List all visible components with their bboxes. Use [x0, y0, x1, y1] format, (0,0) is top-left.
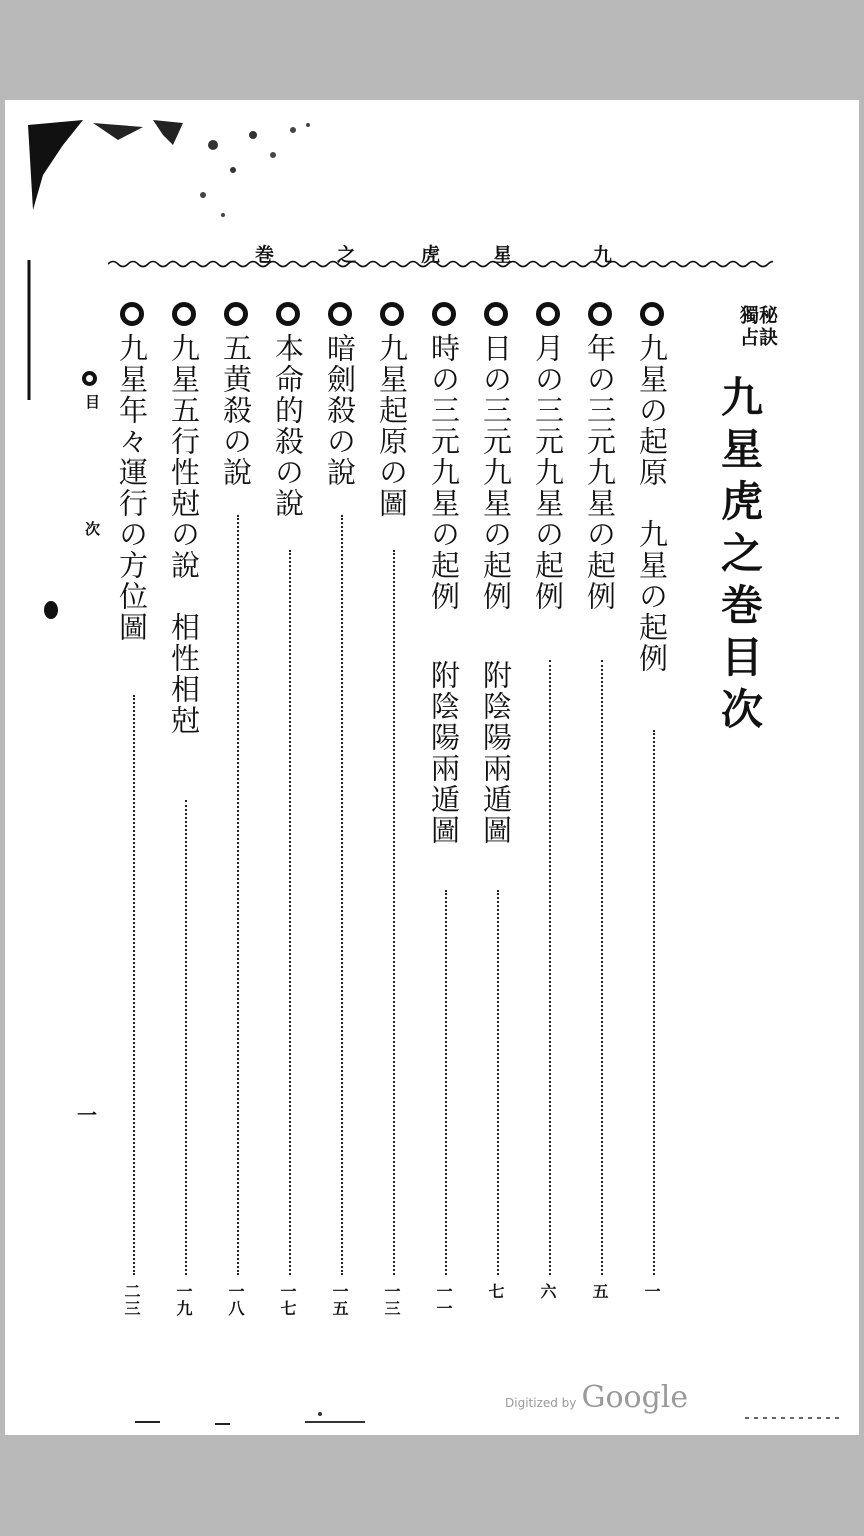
toc-entry-11-text: 九星年々運行の方位圖 — [115, 333, 149, 643]
header-wavy-rule — [108, 258, 773, 270]
running-head-char-3: 虎 — [421, 244, 441, 266]
leader-dots — [497, 890, 499, 1275]
entry-bullet-circle — [536, 302, 560, 326]
google-logo-text: Google — [581, 1380, 689, 1415]
running-head-char-4: 之 — [337, 244, 357, 266]
toc-entry-6-text: 九星起原の圖 — [375, 333, 409, 519]
toc-entry-5-text: 時の三元九星の起例 — [427, 333, 461, 612]
toc-entry-7-text: 暗劍殺の說 — [323, 333, 357, 488]
entry-bullet-circle — [328, 302, 352, 326]
watermark-prefix: Digitized by — [505, 1396, 577, 1410]
leader-dots — [237, 515, 239, 1275]
toc-entry-9-text: 五黄殺の說 — [219, 333, 253, 488]
entry-bullet-circle — [276, 302, 300, 326]
entry-bullet-circle — [484, 302, 508, 326]
entry-bullet-circle — [588, 302, 612, 326]
toc-entry-4-page: 七 — [486, 1283, 505, 1300]
toc-entry-3-page: 六 — [538, 1283, 557, 1300]
ink-stain-decoration — [23, 115, 323, 230]
header-label: 秘訣 獨占 — [737, 305, 778, 349]
running-head-char-2: 星 — [493, 244, 513, 266]
toc-entry-2-page: 五 — [590, 1283, 609, 1300]
entry-bullet-circle — [640, 302, 664, 326]
entry-bullet-circle — [380, 302, 404, 326]
toc-main-title: 九星虎之巻目次 — [715, 375, 764, 739]
entry-bullet-circle — [172, 302, 196, 326]
entry-bullet-circle — [432, 302, 456, 326]
toc-entry-7-page: 一五 — [330, 1283, 349, 1317]
toc-entry-10-page: 一九 — [174, 1283, 193, 1317]
leader-dots — [445, 890, 447, 1275]
toc-entry-6-page: 一三 — [382, 1283, 401, 1317]
bottom-edge-smudges — [105, 1410, 845, 1430]
leader-dots — [133, 695, 135, 1275]
binding-edge-marks — [23, 260, 63, 1435]
leader-dots — [289, 550, 291, 1275]
toc-entry-8-text: 本命的殺の說 — [271, 333, 305, 519]
leader-dots — [393, 550, 395, 1275]
margin-sub-label: 次 — [85, 520, 101, 538]
margin-bullet-circle — [82, 371, 97, 386]
toc-entry-1-text: 九星の起原 九星の起例 — [635, 333, 669, 674]
toc-entry-1-page: 一 — [642, 1283, 661, 1300]
toc-entry-9-page: 一八 — [226, 1283, 245, 1317]
toc-entry-2-text: 年の三元九星の起例 — [583, 333, 617, 612]
toc-entry-5-page: 一一 — [434, 1283, 453, 1317]
leader-dots — [185, 800, 187, 1275]
running-head-char-5: 巻 — [255, 244, 275, 266]
toc-entry-5-annex: 附陰陽兩遁圖 — [427, 660, 461, 846]
scanned-page — [5, 100, 859, 1435]
leader-dots — [653, 730, 655, 1275]
leader-dots — [341, 515, 343, 1275]
entry-bullet-circle — [120, 302, 144, 326]
toc-entry-3-text: 月の三元九星の起例 — [531, 333, 565, 612]
page-folio: 一 — [77, 1103, 97, 1127]
toc-entry-4-annex: 附陰陽兩遁圖 — [479, 660, 513, 846]
toc-entry-11-page: 二三 — [122, 1283, 141, 1317]
margin-label: 目 — [85, 393, 101, 411]
toc-entry-8-page: 一七 — [278, 1283, 297, 1317]
leader-dots — [549, 660, 551, 1275]
toc-entry-10-text: 九星五行性尅の說 相性相尅 — [167, 333, 201, 736]
leader-dots — [601, 660, 603, 1275]
entry-bullet-circle — [224, 302, 248, 326]
toc-entry-4-text: 日の三元九星の起例 — [479, 333, 513, 612]
digitized-by-google-watermark — [505, 1380, 688, 1415]
running-head-char-1: 九 — [593, 244, 613, 266]
